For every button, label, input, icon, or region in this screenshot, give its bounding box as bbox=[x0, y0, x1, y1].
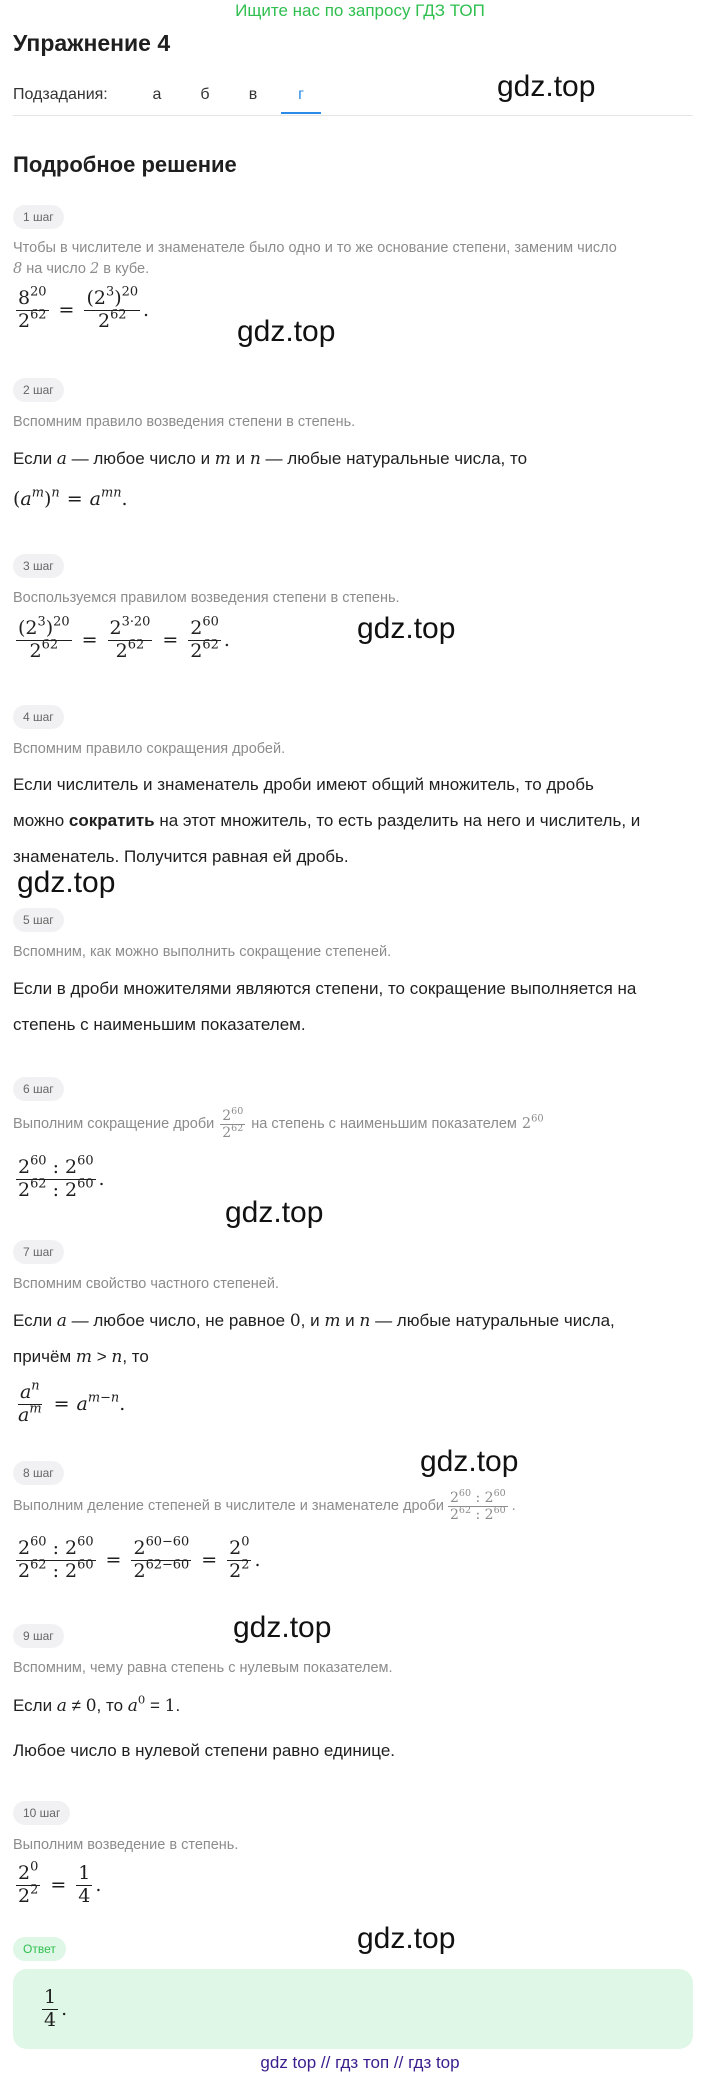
rule-text: Если bbox=[13, 1696, 57, 1715]
rule-text: и bbox=[230, 449, 250, 468]
watermark: gdz.top bbox=[357, 612, 456, 645]
rule-line: Если в дроби множителями являются степени, то сокращение выполняется на bbox=[13, 979, 637, 998]
rule-text: , то bbox=[96, 1696, 128, 1715]
formula-power-rule: $(a^m)^n$ = $a^{mn}$. bbox=[13, 485, 128, 510]
step-1-line1: Чтобы в числителе и знаменателе было одно и то же основание степени, заменим число bbox=[13, 240, 617, 256]
step-2-rule: Если a — любое число и m и n — любые натуральные числа, то bbox=[13, 449, 528, 469]
subtasks-label: Подзадания: bbox=[13, 86, 108, 103]
step-5-rule bbox=[13, 971, 703, 1043]
step-6-text-a: Выполним сокращение дроби bbox=[13, 1116, 215, 1133]
formula-step-3: $\frac{(2^3)^{20}}{2^{62}}$ = $\frac{2^{3\cdot 20}}{2^{62}}$ = $\frac{2^{60}}{2^{62}}$ . bbox=[18, 614, 230, 662]
step-badge-7: 7 шаг bbox=[13, 1240, 64, 1264]
rule-line: знаменатель. Получится равная ей дробь. bbox=[13, 847, 349, 866]
answer-formula: $\frac{1}{4}$ . bbox=[44, 1986, 68, 2031]
answer-badge: Ответ bbox=[13, 1937, 66, 1961]
step-badge-3: 3 шаг bbox=[13, 554, 64, 578]
formula-step-6: $\frac{2^{60} : 2^{60}}{2^{62} : 2^{60}}$ . bbox=[18, 1153, 105, 1201]
step-5-text: Вспомним, как можно выполнить сокращение степеней. bbox=[13, 944, 392, 960]
rule-text: Если bbox=[13, 449, 57, 468]
step-10-text: Выполним возведение в степень. bbox=[13, 1837, 239, 1853]
rule-line: Если числитель и знаменатель дроби имеют общий множитель, то дробь bbox=[13, 775, 594, 794]
rule-text: и bbox=[340, 1311, 360, 1330]
step-badge-9: 9 шаг bbox=[13, 1624, 64, 1648]
rule-line: можно bbox=[13, 811, 69, 830]
rule-text: — любое число, не равное bbox=[66, 1311, 290, 1330]
step-7-text: Вспомним свойство частного степеней. bbox=[13, 1276, 279, 1292]
step-badge-10: 10 шаг bbox=[13, 1801, 70, 1825]
answer-box bbox=[13, 1969, 693, 2049]
watermark: gdz.top bbox=[497, 70, 596, 103]
step-1-line2-d: в кубе. bbox=[99, 261, 150, 277]
rule-text: — любое число и bbox=[66, 449, 215, 468]
step-8-text: Выполним деление степеней в числителе и знаменателе дроби $\frac{2^{60} : 2^{60}}{2^{62} : 2^{60}}$ . bbox=[13, 1487, 516, 1524]
step-4-rule bbox=[13, 767, 703, 875]
formula-step-1: $\frac{8^{20}}{2^{62}}$ = $\frac{(2^3)^{20}}{2^{62}}$ . bbox=[18, 284, 150, 332]
watermark: gdz.top bbox=[420, 1445, 519, 1478]
rule-text: причём bbox=[13, 1347, 76, 1366]
step-1-text bbox=[13, 238, 703, 280]
step-badge-6: 6 шаг bbox=[13, 1077, 64, 1101]
step-3-text: Воспользуемся правилом возведения степени в степень. bbox=[13, 590, 400, 606]
step-badge-5: 5 шаг bbox=[13, 908, 64, 932]
tab-a[interactable]: а bbox=[152, 86, 162, 103]
tab-g[interactable]: г bbox=[281, 86, 321, 114]
step-badge-1: 1 шаг bbox=[13, 205, 64, 229]
step-badge-2: 2 шаг bbox=[13, 378, 64, 402]
watermark: gdz.top bbox=[225, 1196, 324, 1229]
exercise-title: Упражнение 4 bbox=[13, 30, 171, 56]
step-8-text-a: Выполним деление степеней в числителе и знаменателе дроби bbox=[13, 1498, 444, 1515]
math-2: 2 bbox=[89, 261, 100, 277]
watermark: gdz.top bbox=[237, 315, 336, 348]
watermark: gdz.top bbox=[17, 866, 116, 899]
rule-text: , и bbox=[300, 1311, 325, 1330]
formula-step-8: $\frac{2^{60} : 2^{60}}{2^{62} : 2^{60}}$ = $\frac{2^{60-60}}{2^{62-60}}$ = $\frac{2^0}{2^2}$ . bbox=[18, 1534, 261, 1582]
step-badge-8: 8 шаг bbox=[13, 1461, 64, 1485]
rule-line: на этот множитель, то есть разделить на него и числитель, и bbox=[154, 811, 641, 830]
step-9-text: Вспомним, чему равна степень с нулевым показателем. bbox=[13, 1660, 393, 1676]
top-banner: Ищите нас по запросу ГДЗ ТОП bbox=[235, 1, 485, 20]
step-6-text: Выполним сокращение дроби $\frac{2^{60}}{2^{62}}$ на степень с наименьшим показателем $2^{60}$ bbox=[13, 1105, 544, 1142]
step-6-text-b: на степень с наименьшим показателем bbox=[251, 1116, 517, 1133]
watermark: gdz.top bbox=[233, 1611, 332, 1644]
rule-text: — любые натуральные числа, то bbox=[260, 449, 528, 468]
watermark: gdz.top bbox=[357, 1922, 456, 1955]
rule-line: степень с наименьшим показателем. bbox=[13, 1015, 306, 1034]
section-title: Подробное решение bbox=[13, 152, 237, 177]
step-1-line2-b: на число bbox=[22, 261, 90, 277]
rule-text: , то bbox=[122, 1347, 149, 1366]
step-7-rule: Если a — любое число, не равное 0, и m и n — любые натуральные числа, причём m > n, то bbox=[13, 1311, 615, 1367]
step-badge-4: 4 шаг bbox=[13, 705, 64, 729]
step-4-text: Вспомним правило сокращения дробей. bbox=[13, 741, 286, 757]
math-8: 8 bbox=[13, 261, 23, 277]
step-9-rule: Если a ≠ 0, то $a^0 = 1$. bbox=[13, 1692, 181, 1716]
formula-step-10: $\frac{2^0}{2^2}$ = $\frac{1}{4}$ . bbox=[18, 1859, 102, 1907]
rule-bold: сократить bbox=[68, 811, 155, 830]
step-9-line2: Любое число в нулевой степени равно единице. bbox=[13, 1741, 396, 1760]
tab-v[interactable]: в bbox=[248, 86, 258, 103]
formula-quotient-rule: $\frac{a^n}{a^m}$ = $a^{m-n}$. bbox=[18, 1378, 126, 1426]
tab-b[interactable]: б bbox=[200, 86, 210, 103]
step-2-text: Вспомним правило возведения степени в степень. bbox=[13, 414, 356, 430]
rule-text: — любые натуральные числа, bbox=[370, 1311, 615, 1330]
rule-text: Если bbox=[13, 1311, 57, 1330]
footer-links[interactable]: gdz top // гдз топ // гдз top bbox=[260, 2053, 460, 2072]
